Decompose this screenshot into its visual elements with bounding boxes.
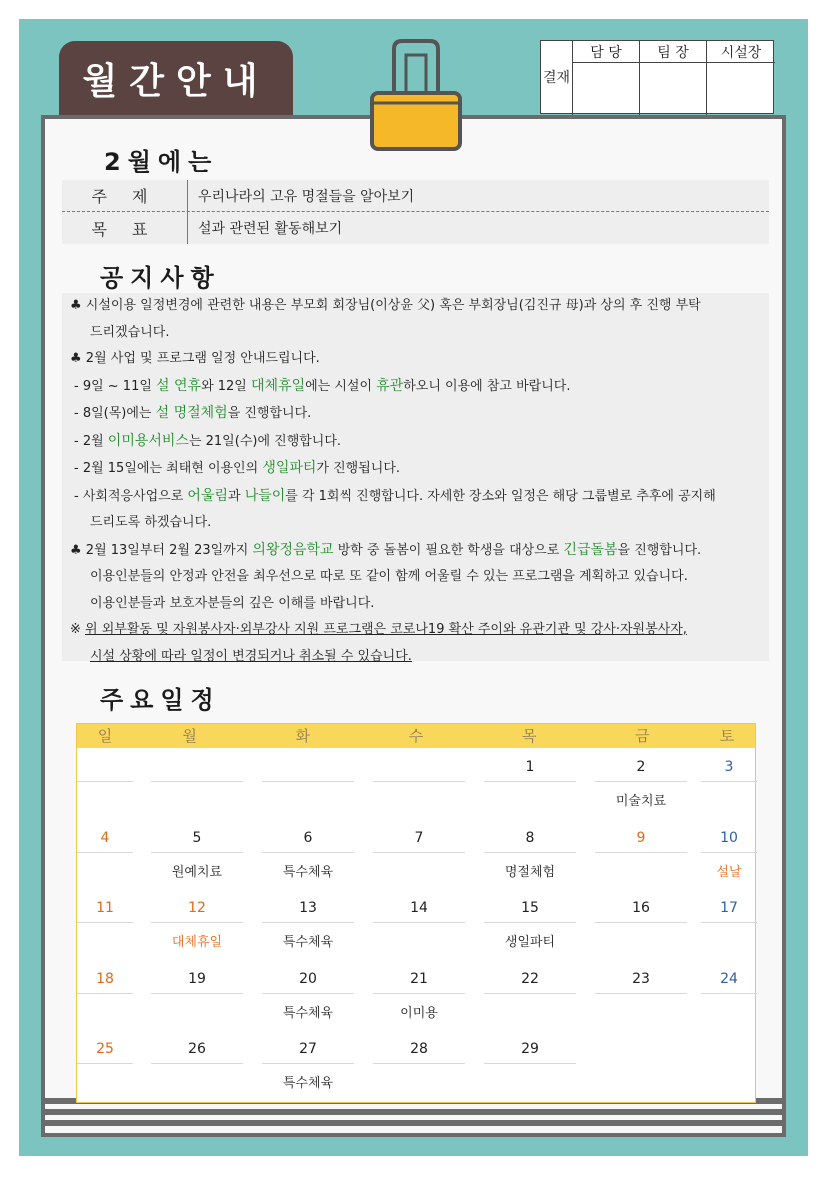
day-event <box>595 994 687 1032</box>
day-event: 생일파티 <box>504 935 556 950</box>
club-icon: ♣ <box>70 351 82 366</box>
day-event: 특수체육 <box>282 864 334 880</box>
notice-detail: - 2월 이미용서비스는 21일(수)에 진행합니다. <box>74 432 342 449</box>
theme-label: 주 제 <box>62 180 188 211</box>
notice-note: ※ 위 외부활동 및 자원봉사자·외부강사 지원 프로그램은 코로나19 확산 주이와 유관기관 및 강사·자원봉사자, <box>70 622 687 637</box>
approval-col-director: 시설장 <box>707 41 775 63</box>
day-event <box>373 853 465 891</box>
calendar-day <box>77 893 133 961</box>
day-number: 2 <box>595 752 687 782</box>
approval-sign-lead[interactable] <box>640 63 707 115</box>
calendar-day <box>595 893 687 961</box>
theme-table <box>62 180 769 244</box>
day-event: 미술치료 <box>615 794 667 809</box>
day-event <box>373 782 465 820</box>
day-event <box>151 1064 243 1102</box>
approval-box <box>540 40 774 114</box>
calendar-day <box>151 823 243 891</box>
reference-mark-icon: ※ <box>70 622 81 637</box>
day-event <box>151 994 243 1032</box>
day-number: 29 <box>484 1034 576 1064</box>
calendar-weekday-header <box>77 724 755 748</box>
day-number: 17 <box>701 893 757 923</box>
day-event <box>151 782 243 820</box>
day-event <box>595 923 687 961</box>
day-number: 10 <box>701 823 757 853</box>
theme-row <box>62 180 769 212</box>
day-event <box>77 853 133 891</box>
day-event <box>701 994 757 1032</box>
weekday-tue: 화 <box>295 727 311 745</box>
notice-note-cont: 시설 상황에 따라 일정이 변경되거나 취소될 수 있습니다. <box>90 648 412 664</box>
calendar-day <box>484 1034 576 1102</box>
notice-detail: - 8일(목)에는 설 명절체험을 진행합니다. <box>74 405 312 421</box>
approval-col-lead: 팀 장 <box>640 41 707 63</box>
day-number <box>151 752 243 782</box>
day-number <box>262 752 354 782</box>
calendar-day <box>373 1034 465 1102</box>
calendar-day <box>262 752 354 820</box>
day-number: 6 <box>262 823 354 853</box>
weekday-sat: 토 <box>719 727 735 745</box>
calendar-day <box>701 823 757 891</box>
day-number: 1 <box>484 752 576 782</box>
theme-value: 우리나라의 고유 명절들을 알아보기 <box>198 188 415 205</box>
weekday-wed: 수 <box>408 727 424 745</box>
day-number: 3 <box>701 752 757 782</box>
notice-item-cont: 이용인분들과 보호자분들의 깊은 이해를 바랍니다. <box>90 595 375 611</box>
notice-heading: 공지사항 <box>100 264 221 292</box>
calendar-week <box>77 823 757 893</box>
day-event: 특수체육 <box>282 1076 334 1091</box>
day-number: 13 <box>262 893 354 923</box>
notice-item-cont: 이용인분들의 안정과 안전을 최우선으로 따로 또 같이 함께 어울릴 수 있는 프로그램을 계획하고 있습니다. <box>90 569 688 584</box>
approval-col-staff: 담 당 <box>573 41 640 63</box>
notice-detail-cont: 드리도록 하겠습니다. <box>90 515 212 530</box>
calendar-week <box>77 752 757 822</box>
weekday-mon: 월 <box>182 727 197 745</box>
notice-item: ♣ 시설이용 일정변경에 관련한 내용은 부모회 회장님(이상윤 父) 혹은 부회장님(김진규 母)과 상의 후 진행 부탁 <box>70 298 701 313</box>
day-number <box>701 1034 757 1064</box>
notice-item: ♣ 2월 사업 및 프로그램 일정 안내드립니다. <box>70 351 320 366</box>
day-number: 26 <box>151 1034 243 1064</box>
day-event: 명절체험 <box>504 864 556 880</box>
calendar-day <box>595 1034 687 1102</box>
calendar-day <box>262 823 354 891</box>
calendar-week <box>77 1034 757 1104</box>
day-event: 특수체육 <box>282 1005 334 1021</box>
day-number <box>595 1034 687 1064</box>
calendar-day <box>151 752 243 820</box>
calendar-day <box>151 964 243 1032</box>
calendar-day <box>595 964 687 1032</box>
day-event <box>701 1064 757 1102</box>
goal-row <box>62 212 769 244</box>
binder-clip-icon <box>366 37 466 153</box>
calendar-day <box>77 964 133 1032</box>
calendar-day <box>595 752 687 820</box>
day-number: 16 <box>595 893 687 923</box>
calendar-day <box>373 823 465 891</box>
day-number <box>77 752 133 782</box>
day-number: 9 <box>595 823 687 853</box>
title-tab <box>59 41 293 115</box>
schedule-calendar <box>76 723 756 1103</box>
notice-detail: - 2월 15일에는 최태현 이용인의 생일파티가 진행됩니다. <box>74 460 401 476</box>
day-number: 24 <box>701 964 757 994</box>
notice-list <box>62 293 769 664</box>
day-number: 21 <box>373 964 465 994</box>
feb-heading: 2월에는 <box>104 148 219 176</box>
schedule-heading: 주요일정 <box>100 686 221 714</box>
calendar-day <box>262 964 354 1032</box>
calendar-day <box>701 1034 757 1102</box>
calendar-day <box>262 1034 354 1102</box>
day-number: 23 <box>595 964 687 994</box>
day-number: 27 <box>262 1034 354 1064</box>
day-number: 20 <box>262 964 354 994</box>
day-event <box>373 923 465 961</box>
day-number: 7 <box>373 823 465 853</box>
day-number: 5 <box>151 823 243 853</box>
day-number: 19 <box>151 964 243 994</box>
calendar-day <box>701 964 757 1032</box>
day-number: 12 <box>151 893 243 923</box>
day-event <box>484 782 576 820</box>
goal-value: 설과 관련된 활동해보기 <box>198 221 343 237</box>
club-icon: ♣ <box>70 542 82 558</box>
day-event <box>595 1064 687 1102</box>
day-event <box>484 994 576 1032</box>
day-event <box>484 1064 576 1102</box>
calendar-day <box>77 1034 133 1102</box>
day-number: 28 <box>373 1034 465 1064</box>
calendar-day <box>484 823 576 891</box>
calendar-day <box>373 893 465 961</box>
day-number: 14 <box>373 893 465 923</box>
calendar-day <box>701 752 757 820</box>
notice-item: ♣ 2월 13일부터 2월 23일까지 의왕정음학교 방학 중 돌봄이 필요한 학생을 대상으로 긴급돌봄을 진행합니다. <box>70 541 702 558</box>
day-number: 11 <box>77 893 133 923</box>
calendar-day <box>373 752 465 820</box>
day-event <box>701 923 757 961</box>
day-event: 원예치료 <box>171 864 223 880</box>
day-event <box>262 782 354 820</box>
day-event: 설날 <box>716 864 742 880</box>
calendar-day <box>701 893 757 961</box>
day-number: 4 <box>77 823 133 853</box>
day-number: 8 <box>484 823 576 853</box>
day-event <box>77 782 133 820</box>
calendar-week <box>77 964 757 1034</box>
day-event <box>77 923 133 961</box>
notice-detail: - 사회적응사업으로 어울림과 나들이를 각 1회씩 진행합니다. 자세한 장소와 일정은 해당 그룹별로 추후에 공지해 <box>74 487 716 504</box>
calendar-day <box>373 964 465 1032</box>
calendar-day <box>484 893 576 961</box>
calendar-day <box>77 752 133 820</box>
calendar-day <box>484 752 576 820</box>
approval-label: 결재 <box>541 41 573 115</box>
day-event <box>373 1064 465 1102</box>
day-event: 이미용 <box>400 1005 438 1021</box>
approval-sign-director[interactable] <box>707 63 775 115</box>
day-number: 22 <box>484 964 576 994</box>
weekday-thu: 목 <box>521 727 537 745</box>
calendar-day <box>77 823 133 891</box>
calendar-day <box>262 893 354 961</box>
day-event <box>701 782 757 820</box>
day-event: 특수체육 <box>282 935 334 950</box>
day-event <box>595 853 687 891</box>
day-number <box>373 752 465 782</box>
day-event: 대체휴일 <box>171 935 223 950</box>
calendar-day <box>151 1034 243 1102</box>
weekday-sun: 일 <box>97 727 113 745</box>
calendar-day <box>151 893 243 961</box>
calendar-week <box>77 893 757 963</box>
calendar-day <box>595 823 687 891</box>
day-number: 15 <box>484 893 576 923</box>
approval-sign-staff[interactable] <box>573 63 640 115</box>
day-number: 25 <box>77 1034 133 1064</box>
weekday-fri: 금 <box>635 727 650 745</box>
day-number: 18 <box>77 964 133 994</box>
notice-detail: - 9일 ~ 11일 설 연휴와 12일 대체휴일에는 시설이 휴관하오니 이용에 참고 바랍니다. <box>74 377 571 394</box>
page-title: 월간안내 <box>82 60 270 102</box>
notice-item-cont: 드리겠습니다. <box>90 324 170 340</box>
day-event <box>77 994 133 1032</box>
goal-label: 목 표 <box>62 212 188 244</box>
calendar-day <box>484 964 576 1032</box>
day-event <box>77 1064 133 1102</box>
club-icon: ♣ <box>70 298 82 313</box>
